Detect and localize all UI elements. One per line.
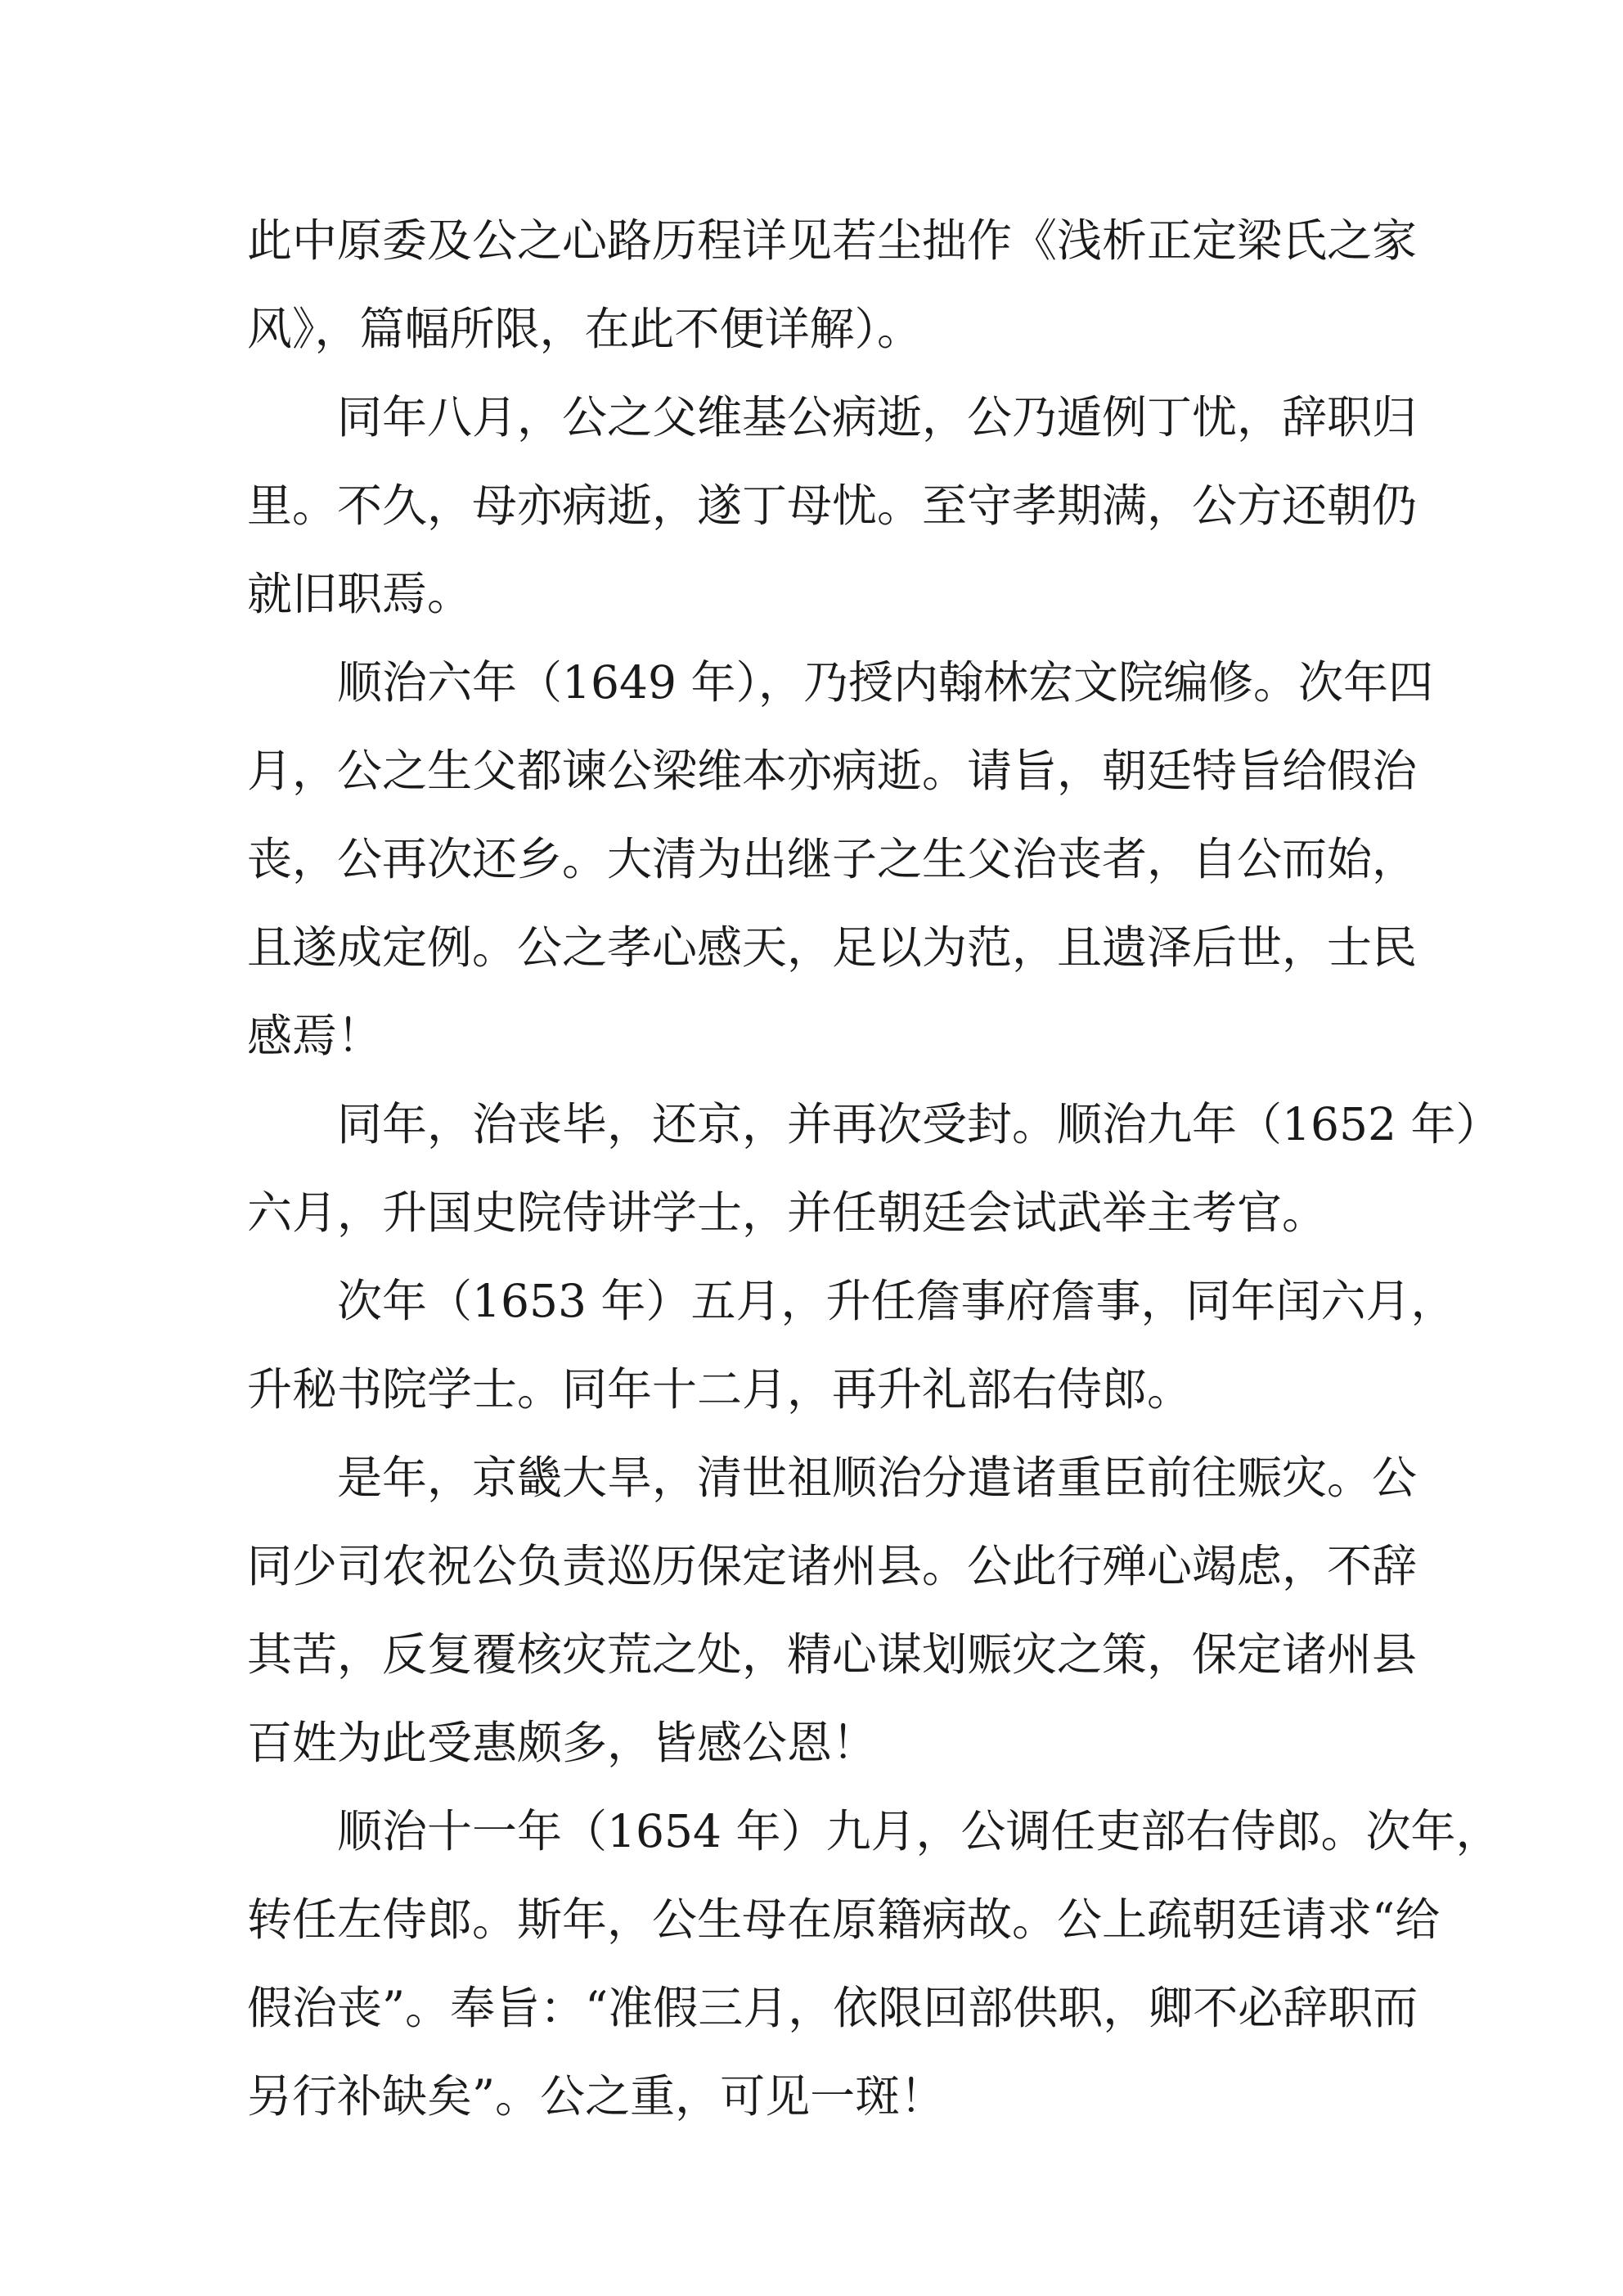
text-line: 就旧职焉。 [247, 568, 473, 620]
text-line: 顺治十一年（1654 年）九月，公调任吏部右侍郎。次年， [337, 1805, 1501, 1857]
text-line: 假治丧”。奉旨：“准假三月，依限回部供职，卿不必辞职而 [247, 1982, 1418, 2034]
text-line: 百姓为此受惠颇多，皆感公恩！ [247, 1717, 878, 1769]
paragraph-4 [247, 1080, 1501, 1257]
text-line: 月，公之生父都谏公梁维本亦病逝。请旨，朝廷特旨给假治 [247, 745, 1418, 797]
paragraph-2 [247, 373, 1418, 638]
text-line: 且遂成定例。公之孝心感天，足以为范，且遗泽后世，士民 [247, 921, 1418, 974]
text-line: 次年（1653 年）五月，升任詹事府詹事，同年闰六月， [337, 1275, 1456, 1327]
text-line: 同年八月，公之父维基公病逝，公乃遁例丁忧，辞职归 [337, 391, 1418, 443]
text-line: 同少司农祝公负责巡历保定诸州县。公此行殚心竭虑，不辞 [247, 1540, 1418, 1592]
text-line: 升秘书院学士。同年十二月，再升礼部右侍郎。 [247, 1363, 1193, 1416]
text-line: 六月，升国史院侍讲学士，并任朝廷会试武举主考官。 [247, 1186, 1328, 1239]
text-line: 里。不久，母亦病逝，遂丁母忧。至守孝期满，公方还朝仍 [247, 479, 1418, 532]
text-line: 另行补缺矣”。公之重，可见一斑！ [247, 2070, 946, 2123]
text-line: 顺治六年（1649 年），乃授内翰林宏文院编修。次年四 [337, 656, 1433, 709]
document-body [247, 196, 1501, 2141]
text-line: 同年，治丧毕，还京，并再次受封。顺治九年（1652 年） [337, 1098, 1501, 1150]
paragraph-7 [247, 1787, 1501, 2141]
paragraph-1 [247, 196, 1418, 373]
text-line: 感焉！ [247, 1010, 383, 1062]
text-line: 此中原委及公之心路历程详见若尘拙作《浅析正定梁氏之家 [247, 214, 1418, 267]
text-line: 其苦，反复覆核灾荒之处，精心谋划赈灾之策，保定诸州县 [247, 1628, 1418, 1681]
text-line: 是年，京畿大旱，清世祖顺治分遣诸重臣前往赈灾。公 [337, 1452, 1418, 1504]
paragraph-3 [247, 638, 1433, 1080]
text-line: 丧，公再次还乡。大清为出继子之生父治丧者，自公而始， [247, 833, 1418, 885]
text-line: 转任左侍郎。斯年，公生母在原籍病故。公上疏朝廷请求“给 [247, 1893, 1441, 1946]
text-line: 风》，篇幅所限，在此不便详解）。 [247, 303, 923, 355]
paragraph-5 [247, 1257, 1456, 1434]
paragraph-6 [247, 1434, 1418, 1787]
